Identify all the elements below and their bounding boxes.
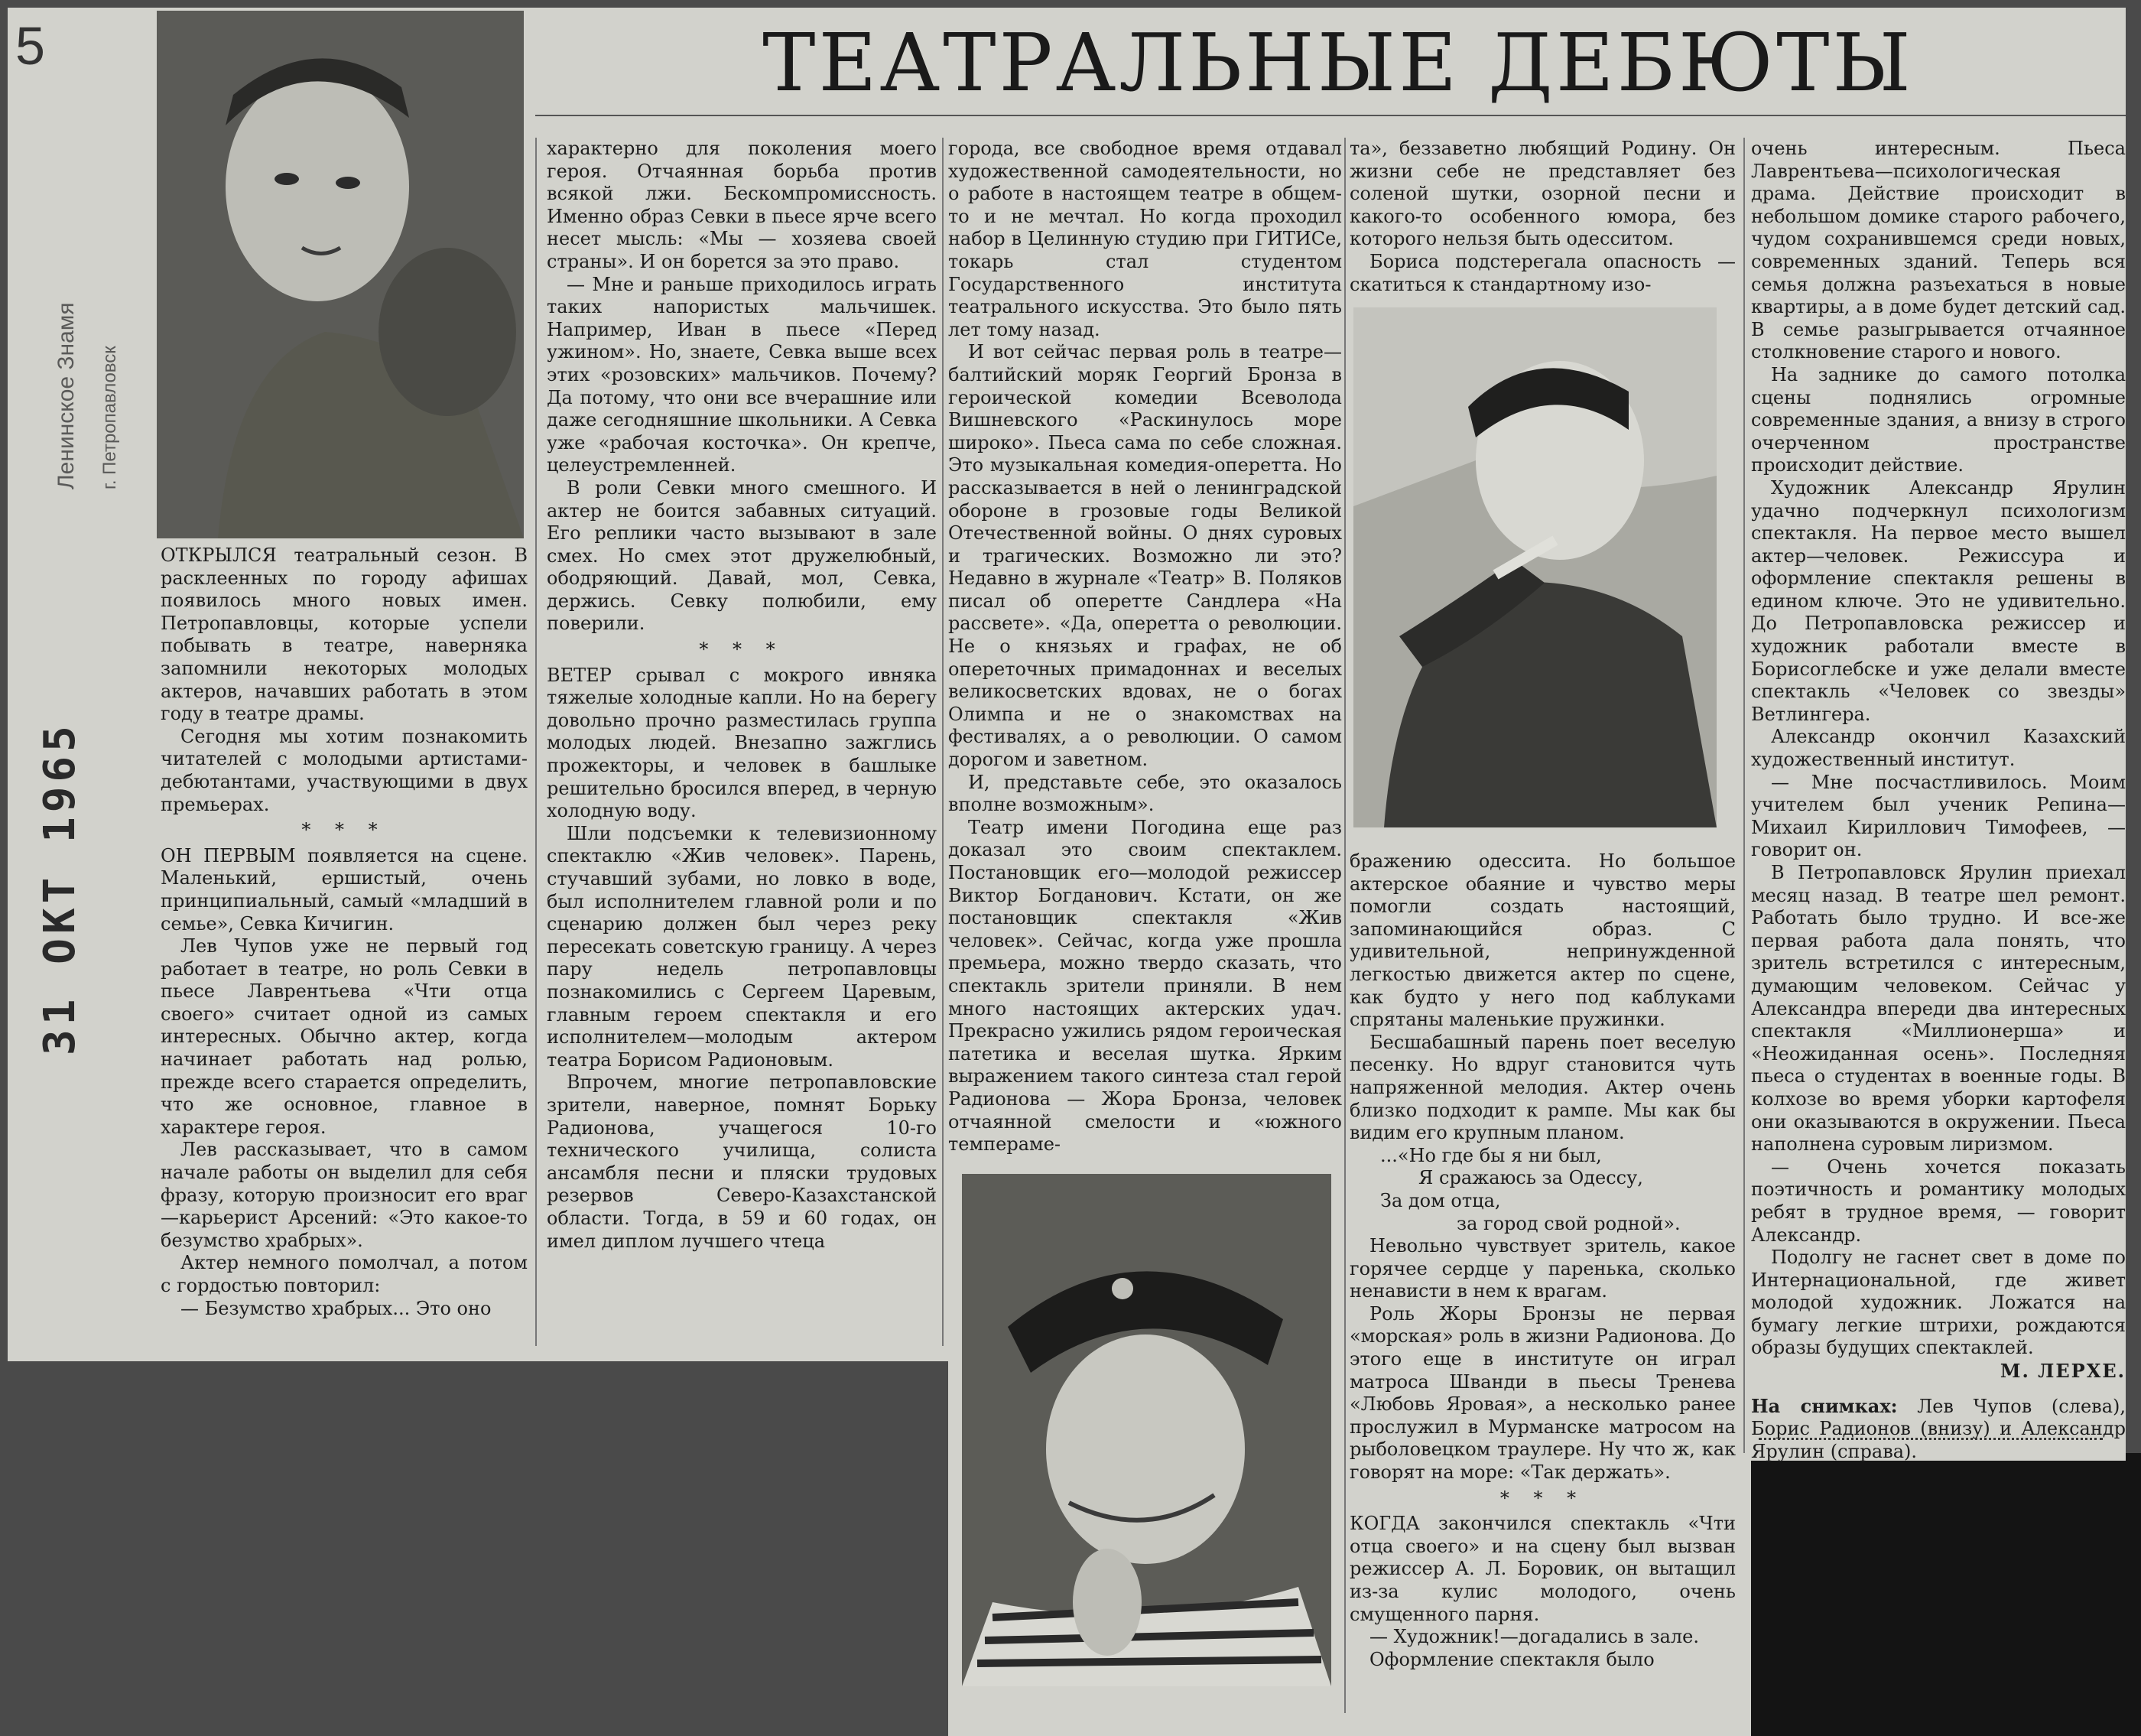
article-column-1 xyxy=(161,545,528,1320)
closing-divider xyxy=(1759,1438,2103,1448)
paragraph: Театр имени Погодина еще раз доказал это своим спектаклем. Постановщик его—молодой режиссер Виктор Богданович. Кстати, он же постановщик спектакля «Жив человек». Сейчас, когда уже прошла премьера, можно твердо сказать, что спектакль зрители приняли. В нем много настоящих актерских удач. Прекрасно ужились рядом героическая патетика и веселая шутка. Ярким выражением такого синтеза стал герой Радионова — Жора Бронза, человек отчаянной смелости и «южного темпераме- xyxy=(948,816,1342,1156)
paragraph: города, все свободное время отдавал художественной самодеятельности, но о работе в настоящем театре в общем-то и не мечтал. Но когда проходил набор в Целинную студию при ГИТИСе, токарь стал студентом Государственного института театрального искусства. Это было пять лет тому назад. xyxy=(948,138,1342,340)
photo-caption-text: Лев Чупов (слева), Борис Радионов (внизу) и Александр Ярулин (справа). xyxy=(1751,1395,2126,1462)
article-column-5-body xyxy=(1751,138,2126,1383)
date-stamp: 31 ОКТ 1965 xyxy=(35,721,85,1055)
paragraph: Бесшабашный парень поет веселую песенку. Но вдруг становится чуть напряженной мелодия. Актер очень близко подходит к рампе. Мы как бы видим его крупным планом. xyxy=(1350,1031,1736,1144)
column-rule xyxy=(535,138,537,1346)
paragraph-drop-cap: ОН ПЕРВЫМ появляется на сцене. Маленький, ершистый, очень принципиальный, самый «младший в семье», Севка Кичигин. xyxy=(161,844,528,935)
photo-caption-lead: На снимках: xyxy=(1751,1394,1898,1417)
paragraph: Подолгу не гаснет свет в доме по Интернациональной, где живет молодой художник. Ложатся на бумагу легкие штрихи, рождаются образы будущих спектаклей. xyxy=(1751,1247,2126,1359)
paragraph: Художник Александр Ярулин удачно подчеркнул психологизм спектакля. На первое место вышел актер—человек. Режиссура и оформление спектакля решены в едином ключе. Это не удивительно. До Петропавловска режиссер и художник работали вместе в Борисоглебске и уже делали вместе спектакль «Человек со звезды» Ветлингера. xyxy=(1751,476,2126,725)
paragraph: Оформление спектакля было xyxy=(1369,1648,1655,1670)
paragraph: Александр окончил Казахский художественный институт. xyxy=(1751,726,2126,771)
paragraph: та», беззаветно любящий Родину. Он жизни себе не представляет без соленой шутки, озорной песни и какого-то особенного юмора, без которого нельзя быть одесситом. xyxy=(1350,138,1736,250)
paragraph: И, представьте себе, это оказалось вполне возможным». xyxy=(948,771,1342,816)
paragraph: Сегодня мы хотим познакомить читателей с молодыми артистами-дебютантами, участвующими в двух премьерах. xyxy=(161,725,528,815)
paragraph: Впрочем, многие петропавловские зрители, наверное, помнят Борьку Радионова, учащегося 10-го технического училища, солиста ансамбля песни и пляски трудовых резервов Северо-Казахстанской области. Тогда, в 59 и 60 годах, он имел диплом лучшего чтеца xyxy=(547,1071,937,1252)
article-column-3 xyxy=(948,138,1342,1156)
newspaper-name: Ленинское Знамя xyxy=(54,302,79,489)
paragraph: — Очень хочется показать поэтичность и романтику молодых ребят в трудное время, — говорит Александр. xyxy=(1751,1156,2126,1246)
paragraph: Я сражаюсь за Одессу, xyxy=(1418,1167,1643,1189)
photo-lev-chupov-icon xyxy=(157,11,524,538)
paragraph: за город свой родной». xyxy=(1457,1212,1681,1234)
article-column-5 xyxy=(1751,138,2126,1463)
paragraph: Лев Чупов уже не первый год работает в театре, но роль Севки в пьесе Лаврентьева «Чти отца своего» считает одной из самых интересных. Обычно актер, когда начинает работать над ролью, прежде всего старается определить, что же основное, главное в характере героя. xyxy=(161,935,528,1138)
paragraph: — Мне и раньше приходилось играть таких напористых мальчишек. Например, Иван в пьесе «Перед ужином». Но, знаете, Севка выше всех этих «розовских» мальчиков. Почему? Да потому, что они все вчерашние или даже сегодняшние школьники. А Севка уже «рабочая косточка». Он крепче, целеустремленней. xyxy=(547,273,937,476)
paragraph: В Петропавловск Ярулин приехал месяц назад. В театре шел ремонт. Работать было трудно. И все-же первая работа дала понять, что зритель встретился с интересным, думающим человеком. Сейчас у Александра впереди два интересных спектакля «Миллионерша» и «Неожиданная осень». Последняя пьеса о студентах в военные годы. В колхозе во время уборки картофеля они оказываются в окружении. Пьеса наполнена суровым лиризмом. xyxy=(1751,862,2126,1156)
article-column-2 xyxy=(547,138,937,1253)
paragraph: — Безумство храбрых... Это оно xyxy=(180,1297,492,1319)
paragraph: — Мне посчастливилось. Моим учителем был ученик Репина—Михаил Кириллович Тимофеев, — говорит он. xyxy=(1751,771,2126,861)
paragraph: И вот сейчас первая роль в театре—балтийский моряк Георгий Бронза в героической комедии Всеволода Вишневского «Раскинулось море широко». Пьеса сама по себе сложная. Это музыкальная комедия-оперетта. Но рассказывается в ней о ленинградской обороне в грозовые годы Великой Отечественной войны. О днях суровых и трагических. Возможно ли это? Недавно в журнале «Театр» В. Поляков писал об оперетте Сандлера «На рассвете». «Да, оперетта о революции. Не о князьях и графах, не об опереточных примадоннах и веселых великосветских вдовах, не о богах Олимпа и не о знакомствах на фестивалях, а о революции. О самом дорогом и заветном. xyxy=(948,341,1342,771)
page-mark: 5 xyxy=(15,16,45,76)
paragraph: На заднике до самого потолка сцены поднялись огромные современные здания, а внизу в строго очерченном пространстве происходит действие. xyxy=(1751,363,2126,476)
paragraph: В роли Севки много смешного. И актер не боится забавных ситуаций. Его реплики часто вызывают в зале смех. Но смех этот дружелюбный, ободряющий. Давай, мол, Севка, держись. Севку полюбили, ему поверили. xyxy=(547,476,937,635)
paragraph: ...«Но где бы я ни был, xyxy=(1380,1144,1602,1166)
paragraph: характерно для поколения моего героя. Отчаянная борьба против всякой лжи. Бескомпромиссность. Именно образ Севки в пьесе ярче всего несет мысль: «Мы — хозяева своей страны». И он борется за это право. xyxy=(547,138,937,272)
paragraph: За дом отца, xyxy=(1380,1189,1501,1211)
photo-alexander-yarullin-icon xyxy=(1353,307,1717,827)
paragraph: очень интересным. Пьеса Лаврентьева—психологическая драма. Действие происходит в небольшом домике старого рабочего, чудом сохранившемся среди новых, современных зданий. Теперь вся семья должна разъехаться в новые квартиры, а в доме будет детский сад. В семье разыгрывается отчаянное столкновение старого и нового. xyxy=(1751,138,2126,363)
section-break: * * * xyxy=(1499,1487,1586,1509)
article-column-4-bottom xyxy=(1350,850,1736,1671)
photo-boris-radionov-icon xyxy=(962,1174,1331,1686)
paragraph: Актер немного помолчал, а потом с гордостью повторил: xyxy=(161,1252,528,1296)
author-signature: М. ЛЕРХЕ. xyxy=(2000,1360,2126,1383)
section-break: * * * xyxy=(301,819,387,841)
column-rule xyxy=(1743,138,1745,1453)
paragraph: Невольно чувствует зритель, какое горячее сердце у паренька, сколько ненависти в нем к врагам. xyxy=(1350,1235,1736,1302)
paragraph: — Художник!—догадались в зале. xyxy=(1369,1626,1699,1648)
headline: ТЕАТРАЛЬНЫЕ ДЕБЮТЫ xyxy=(762,16,1914,109)
paragraph-drop-cap: КОГДА закончился спектакль «Чти отца своего» и на сцену был вызван режиссер А. Л. Боровик, он вытащил из-за кулис молодого, очень смущенного парня. xyxy=(1350,1513,1736,1625)
paragraph: Роль Жоры Бронзы не первая «морская» роль в жизни Радионова. До этого еще в институте он играл матроса Шванди в пьесы Тренева «Любовь Яровая», а несколько ранее прослужил в Мурманске матросом на рыболовецком траулере. Ну что ж, как говорят на море: «Так держать». xyxy=(1350,1302,1736,1484)
photo-caption xyxy=(1751,1395,2126,1464)
headline-rule xyxy=(535,115,2126,116)
paragraph: Шли подсъемки к телевизионному спектаклю «Жив человек». Парень, стучавший зубами, но ловко в воде, был исполнителем главной роли и по сценарию должен был через реку пересекать советскую границу. А через пару недель петропавловцы познакомились с Сергеем Царевым, главным героем спектакля и его исполнителем—молодым актером театра Борисом Радионовым. xyxy=(547,822,937,1071)
background-shadow xyxy=(1751,1453,2141,1736)
paragraph: Бориса подстерегала опасность —скатиться к стандартному изо- xyxy=(1350,250,1736,295)
column-rule xyxy=(942,138,944,1346)
paragraph: Лев рассказывает, что в самом начале работы он выделил для себя фразу, которую произносит его враг—карьерист Арсений: «Это какое-то безумство храбрых». xyxy=(161,1139,528,1251)
newspaper-city: г. Петропавловск xyxy=(99,346,120,489)
paragraph: бражению одессита. Но большое актерское обаяние и чувство меры помогли создать настоящий, запоминающийся образ. С удивительной, непринужденной легкостью движется актер по сцене, как будто у него под каблуками спрятаны маленькие пружинки. xyxy=(1350,850,1736,1031)
section-break: * * * xyxy=(699,639,785,661)
paragraph-drop-cap: ВЕТЕР срывал с мокрого ивняка тяжелые холодные капли. Но на берегу довольно прочно разместилась группа молодых людей. Внезапно зажглись прожекторы, и человек в башлыке решительно бросился вперед, в черную холодную воду. xyxy=(547,664,937,822)
article-column-4-top xyxy=(1350,138,1736,296)
paragraph-drop-cap: ОТКРЫЛСЯ театральный сезон. В расклеенных по городу афишах появилось много новых имен. Петропавловцы, которые успели побывать в театре, наверняка запомнили некоторых молодых актеров, начавших работать в этом году в театре драмы. xyxy=(161,545,528,725)
column-rule xyxy=(1344,138,1346,1713)
